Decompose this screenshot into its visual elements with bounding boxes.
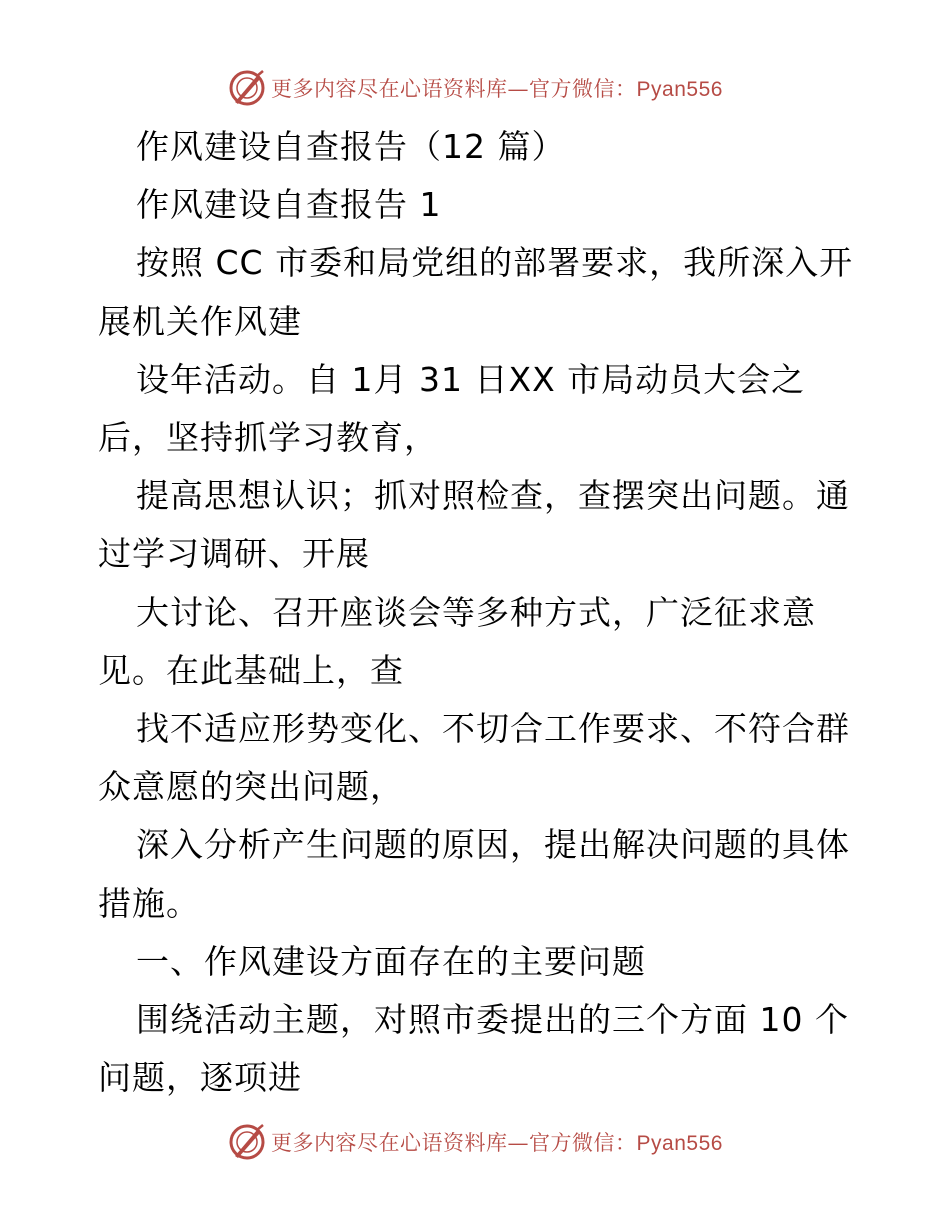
watermark-banner-top (0, 68, 950, 108)
paragraph-line: 找不适应形势变化、不切合工作要求、不符合群 (136, 709, 850, 749)
paragraph-line: 措施。 (98, 883, 200, 923)
paragraph-line: 大讨论、召开座谈会等多种方式，广泛征求意 (136, 592, 816, 632)
paragraph-line: 设年活动。自 1月 31 日XX 市局动员大会之 (136, 359, 806, 399)
paragraph-line: 按照 CC 市委和局党组的部署要求，我所深入开 (136, 243, 854, 283)
paragraph-line: 见。在此基础上，查 (98, 650, 404, 690)
paragraph-line: 围绕活动主题，对照市委提出的三个方面 10 个 (136, 1000, 849, 1040)
paragraph-line: 过学习调研、开展 (98, 534, 370, 574)
watermark-banner-bottom (0, 1122, 950, 1162)
paragraph-line: 众意愿的突出问题， (98, 767, 404, 807)
paragraph-line: 展机关作风建 (98, 301, 302, 341)
paragraph-line: 提高思想认识；抓对照检查，查摆突出问题。通 (136, 476, 850, 516)
quill-logo-icon (227, 68, 267, 108)
section-heading: 作风建设自查报告 1 (136, 185, 442, 225)
watermark-text: 更多内容尽在心语资料库—官方微信：Pyan556 (271, 77, 723, 101)
paragraph-line: 问题，逐项进 (98, 1058, 302, 1098)
quill-logo-icon (227, 1122, 267, 1162)
document-body (98, 118, 858, 1107)
paragraph-line: 深入分析产生问题的原因，提出解决问题的具体 (136, 825, 850, 865)
document-title: 作风建设自查报告（12 篇） (136, 127, 566, 166)
subsection-heading: 一、作风建设方面存在的主要问题 (136, 941, 646, 981)
paragraph-line: 后，坚持抓学习教育， (98, 418, 438, 458)
watermark-text: 更多内容尽在心语资料库—官方微信：Pyan556 (271, 1131, 723, 1155)
